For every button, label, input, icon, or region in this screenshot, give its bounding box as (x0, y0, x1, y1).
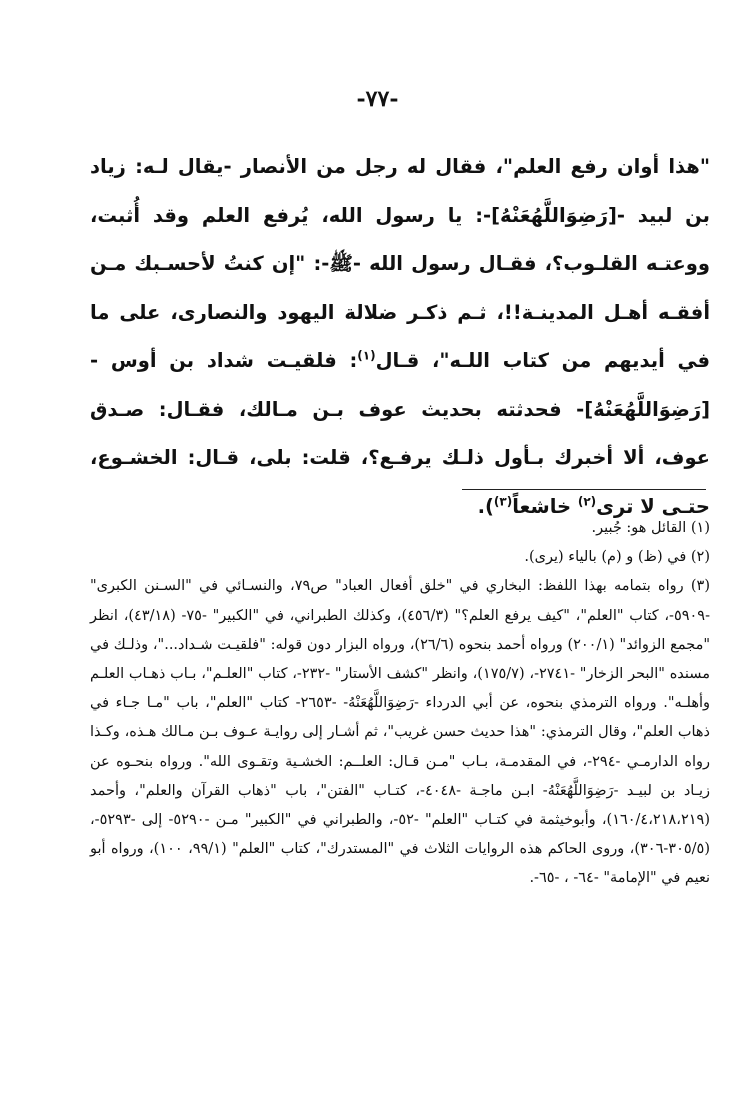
main-text-segment: خاشعاً (512, 494, 578, 518)
main-text-paragraph (90, 143, 710, 531)
footnote-text: في (ظ) و (م) بالياء (يرى). (524, 549, 687, 566)
main-text-segment: : فلقيـت شداد بن أوس -[رَضِوَاللَّهُعَنْهُ]- فحدثته بحديث عوف بـن مـالك، فقـال: صـدق عوف، ألا أخبرك بـأول ذلـك يرفـع؟، قلت: بلى، قـال: الخشـوع، حتـى لا ترى (90, 349, 710, 518)
main-text-segment: "هذا أوان رفع العلم"، فقال له رجل من الأنصار -يقال لـه: زياد بن لبيد -[رَضِوَاللَّهُعَنْهُ]-: يا رسول الله، يُرفع العلم وقد أُثبت، ووعتـه القلـوب؟، فقـال رسول الله -ﷺ-: "إن كنتُ لأحسـبك مـن أفقـه أهـل المدينـة!!، ثـم ذكـر ضلالة اليهود والنصارى، على ما في أيديهم من كتاب اللـه"، قـال (90, 155, 710, 372)
footnote-ref: (١) (357, 348, 376, 363)
footnote (90, 514, 710, 543)
footnote-text: القائل هو: جُبير. (591, 520, 687, 536)
footnote (90, 572, 710, 893)
footnote-label: (١) (690, 520, 710, 536)
main-text-segment: ). (477, 494, 494, 518)
footnote-divider (462, 489, 706, 490)
footnotes-section (90, 514, 710, 894)
footnote-text: رواه بتمامه بهذا اللفظ: البخاري في "خلق أفعال العباد" ص٧٩، والنسـائي في "السـنن الكبرى" -٥٩٠٩-، كتاب "العلم"، "كيف يرفع العلم؟" (٤٥٦/٣)، وكذلك الطبراني، في "الكبير" -٧٥- (٤٣/١٨)، انظر "مجمع الزوائد" (٢٠٠/١) ورواه أحمد بنحوه (٢٦/٦)، ورواه البزار دون قوله: "فلقيـت شـداد..."، وذلـك في مسنده "البحر الزخار" -٢٧٤١-، (١٧٥/٧)، وانظر "كشف الأستار" -٢٣٢-، كتاب "العلـم"، بـاب ذهـاب العلـم وأهلـه". ورواه الترمذي بنحوه، عن أبي الدرداء -رَضِوَاللَّهُعَنْهُ- -٢٦٥٣- كتاب "العلم"، باب "مـا جـاء في ذهاب العلم"، وقال الترمذي: "هذا حديث حسن غريب"، ثم أشـار إلى روايـة عـوف بـن مـالك هـذه، وكـذا رواه الدارمـي -٢٩٤-، في المقدمـة، بـاب "مـن قـال: العلــم: الخشـية وتقـوى الله". ورواه بنحـوه عن زيـاد بن لبيـد -رَضِوَاللَّهُعَنْهُ- ابـن ماجـة -٤٠٤٨-، كتـاب "الفتن"، باب "ذهاب القرآن والعلم"، وأحمد (١٦٠/٤،٢١٨،٢١٩)، وأبوخيثمة في كتـاب "العلم" -٥٢-، والطبراني في "الكبير" مـن -٥٢٩٠- إلى -٥٢٩٣-، (٣٠٥/٥-٣٠٦)، وروى الحاكم هذه الروايات الثلاث في "المستدرك"، كتاب "العلم" (٩٩/١، ١٠٠)، ورواه أبو نعيم في "الإمامة" -٦٤- ، -٦٥-. (90, 578, 711, 887)
page-number: -٧٧- (356, 86, 399, 112)
footnote-ref: (٢) (577, 494, 597, 508)
footnote-label: (٢) (690, 549, 710, 566)
footnote-ref: (٣) (493, 494, 513, 508)
footnote (90, 543, 710, 572)
footnote-label: (٣) (690, 578, 711, 595)
